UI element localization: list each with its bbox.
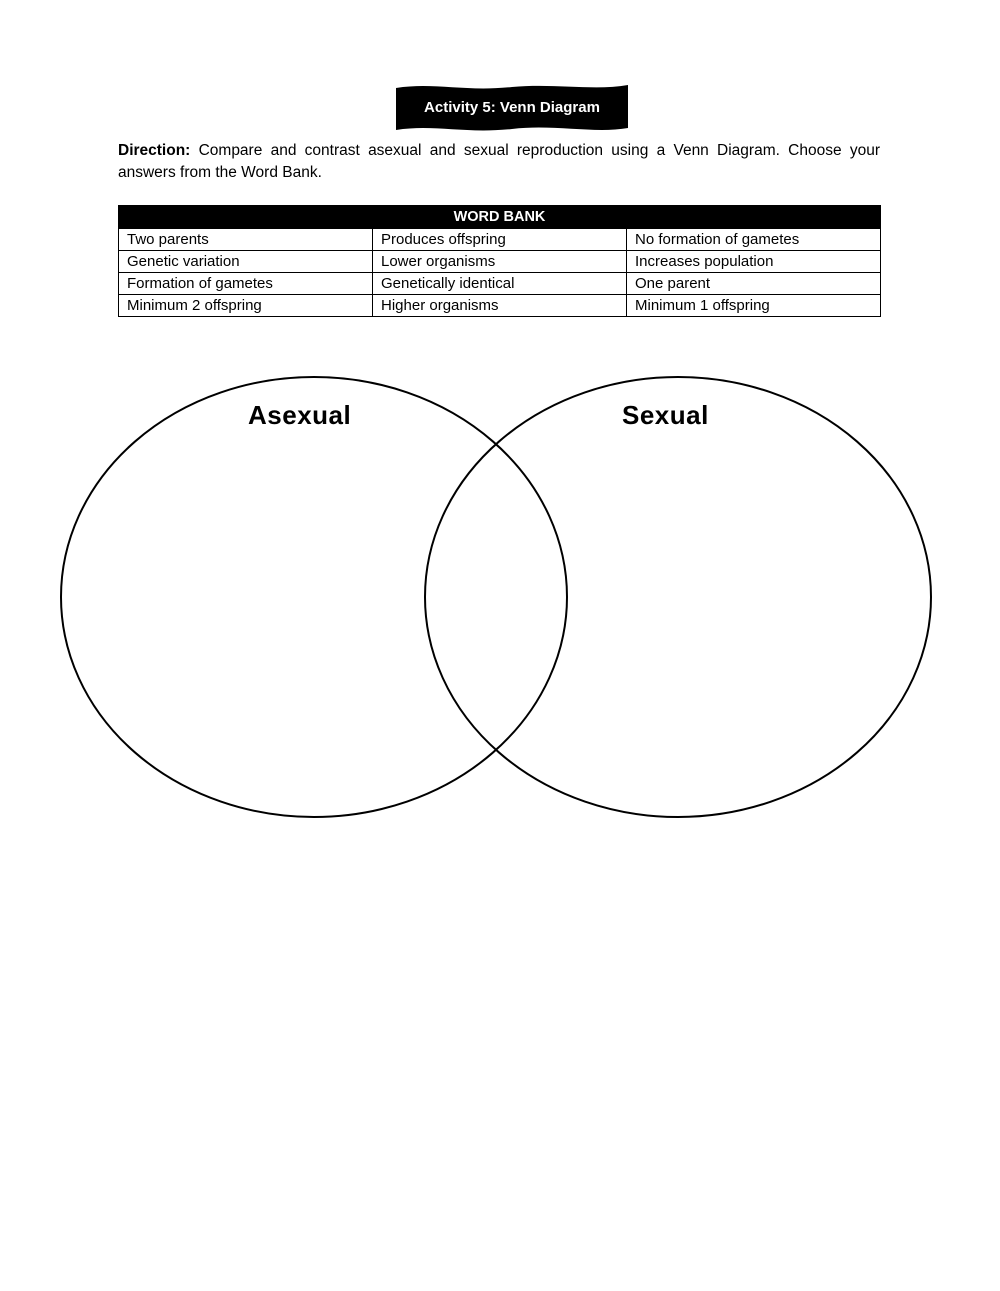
venn-left-circle	[61, 377, 567, 817]
word-bank-table	[118, 205, 881, 317]
word-bank-header: WORD BANK	[119, 206, 881, 229]
table-row	[119, 295, 881, 317]
word-bank-cell: Genetically identical	[373, 273, 627, 295]
venn-right-circle	[425, 377, 931, 817]
word-bank-cell: Formation of gametes	[119, 273, 373, 295]
word-bank-cell: Minimum 1 offspring	[627, 295, 881, 317]
word-bank-cell: Produces offspring	[373, 229, 627, 251]
direction-paragraph	[118, 140, 880, 184]
word-bank-cell: One parent	[627, 273, 881, 295]
activity-title-banner	[394, 82, 630, 134]
word-bank-cell: No formation of gametes	[627, 229, 881, 251]
word-bank-cell: Lower organisms	[373, 251, 627, 273]
table-row	[119, 229, 881, 251]
table-row	[119, 251, 881, 273]
direction-text: Compare and contrast asexual and sexual reproduction using a Venn Diagram. Choose your answers from the Word Bank.	[118, 142, 880, 181]
word-bank-cell: Increases population	[627, 251, 881, 273]
activity-title: Activity 5: Venn Diagram	[424, 99, 600, 116]
word-bank-cell: Higher organisms	[373, 295, 627, 317]
direction-label: Direction:	[118, 142, 191, 159]
venn-diagram	[0, 360, 1000, 840]
word-bank-cell: Two parents	[119, 229, 373, 251]
venn-right-label: Sexual	[622, 400, 709, 430]
table-row	[119, 273, 881, 295]
venn-left-label: Asexual	[248, 400, 352, 430]
word-bank-cell: Genetic variation	[119, 251, 373, 273]
word-bank-cell: Minimum 2 offspring	[119, 295, 373, 317]
